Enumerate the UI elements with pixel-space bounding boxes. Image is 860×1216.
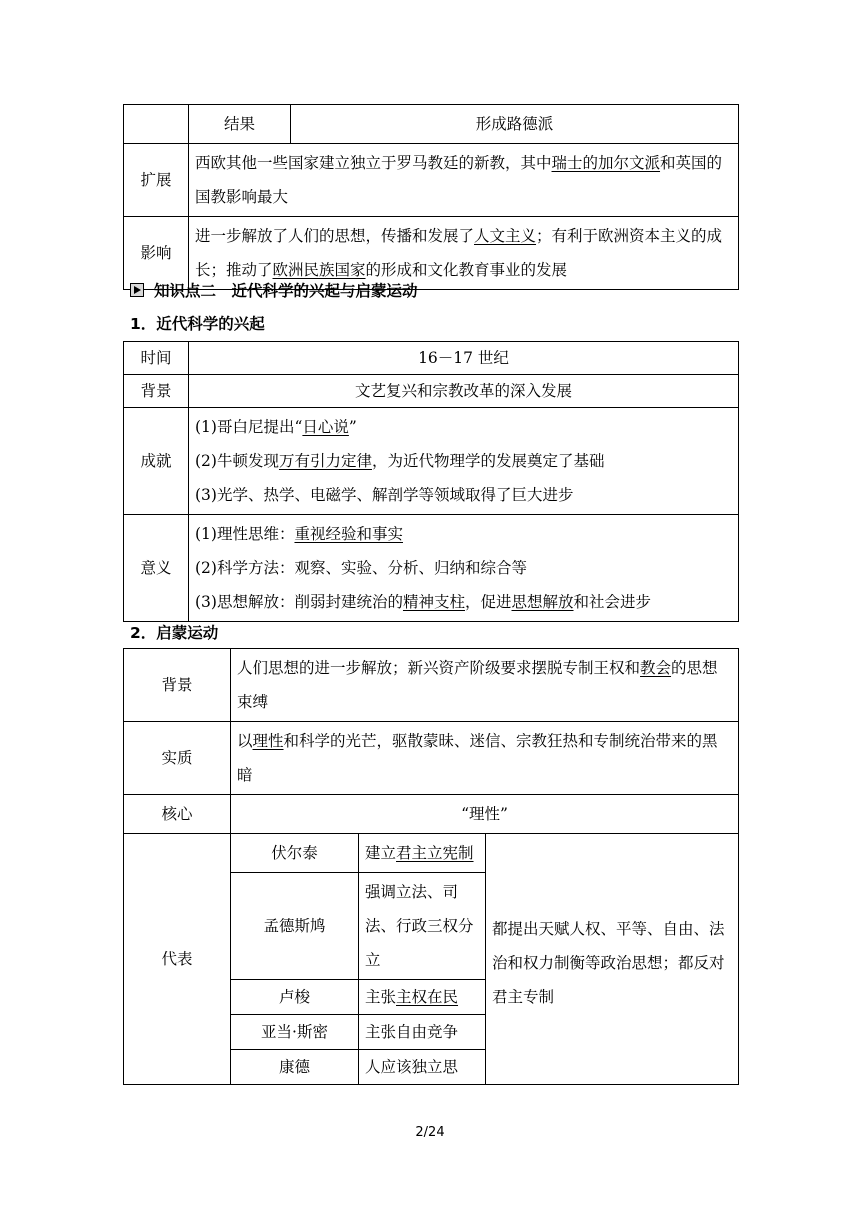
subheading-enlightenment: 2．启蒙运动 [130, 624, 219, 642]
person-idea: 建立君主立宪制 [359, 834, 486, 873]
core-label: 核心 [124, 795, 231, 834]
achievement-label: 成就 [124, 408, 189, 515]
table-row [124, 144, 739, 217]
table-row [124, 105, 739, 144]
meaning-label: 意义 [124, 515, 189, 622]
science-table [123, 341, 739, 622]
person-name: 卢梭 [231, 980, 359, 1015]
table-row [124, 649, 739, 722]
table-row [124, 515, 739, 622]
person-name: 孟德斯鸠 [231, 873, 359, 980]
person-idea: 人应该独立思 [359, 1050, 486, 1085]
background-value: 文艺复兴和宗教改革的深入发展 [189, 375, 739, 408]
expand-text: 西欧其他一些国家建立独立于罗马教廷的新教，其中瑞士的加尔文派和英国的国教影响最大 [189, 144, 739, 217]
person-name: 亚当·斯密 [231, 1015, 359, 1050]
achievement-list: (1)哥白尼提出“日心说” (2)牛顿发现万有引力定律，为近代物理学的发展奠定了基础 (3)光学、热学、电磁学、解剖学等领域取得了巨大进步 [189, 408, 739, 515]
background-label: 背景 [124, 375, 189, 408]
person-idea: 强调立法、司法、行政三权分立 [359, 873, 486, 980]
meaning-list: (1)理性思维：重视经验和事实 (2)科学方法：观察、实验、分析、归纳和综合等 (3)思想解放：削弱封建统治的精神支柱，促进思想解放和社会进步 [189, 515, 739, 622]
section-heading: 知识点二 近代科学的兴起与启蒙运动 [130, 279, 418, 301]
person-name: 伏尔泰 [231, 834, 359, 873]
core-value: “理性” [231, 795, 739, 834]
result-value: 形成路德派 [291, 105, 739, 144]
time-label: 时间 [124, 342, 189, 375]
background-label: 背景 [124, 649, 231, 722]
impact-label: 影响 [124, 217, 189, 290]
table-row [124, 342, 739, 375]
person-idea: 主张自由竞争 [359, 1015, 486, 1050]
subheading-science: 1．近代科学的兴起 [130, 315, 265, 333]
table-row [124, 408, 739, 515]
essence-text: 以理性和科学的光芒，驱散蒙昧、迷信、宗教狂热和专制统治带来的黑暗 [231, 722, 739, 795]
page-number: 2/24 [415, 1125, 445, 1140]
table-row [124, 722, 739, 795]
representative-common: 都提出天赋人权、平等、自由、法治和权力制衡等政治思想；都反对君主专制 [486, 834, 739, 1085]
play-arrow-icon [130, 283, 144, 297]
table-row [124, 795, 739, 834]
essence-label: 实质 [124, 722, 231, 795]
person-name: 康德 [231, 1050, 359, 1085]
reformation-table [123, 104, 739, 290]
enlightenment-table [123, 648, 739, 1085]
representative-label: 代表 [124, 834, 231, 1085]
person-idea: 主张主权在民 [359, 980, 486, 1015]
expand-label: 扩展 [124, 144, 189, 217]
result-label: 结果 [189, 105, 291, 144]
table-row [124, 834, 739, 873]
time-value: 16－17 世纪 [189, 342, 739, 375]
table-row [124, 375, 739, 408]
impact-text: 进一步解放了人们的思想，传播和发展了人文主义；有利于欧洲资本主义的成长；推动了欧洲民族国家的形成和文化教育事业的发展 [189, 217, 739, 290]
background-text: 人们思想的进一步解放；新兴资产阶级要求摆脱专制王权和教会的思想束缚 [231, 649, 739, 722]
